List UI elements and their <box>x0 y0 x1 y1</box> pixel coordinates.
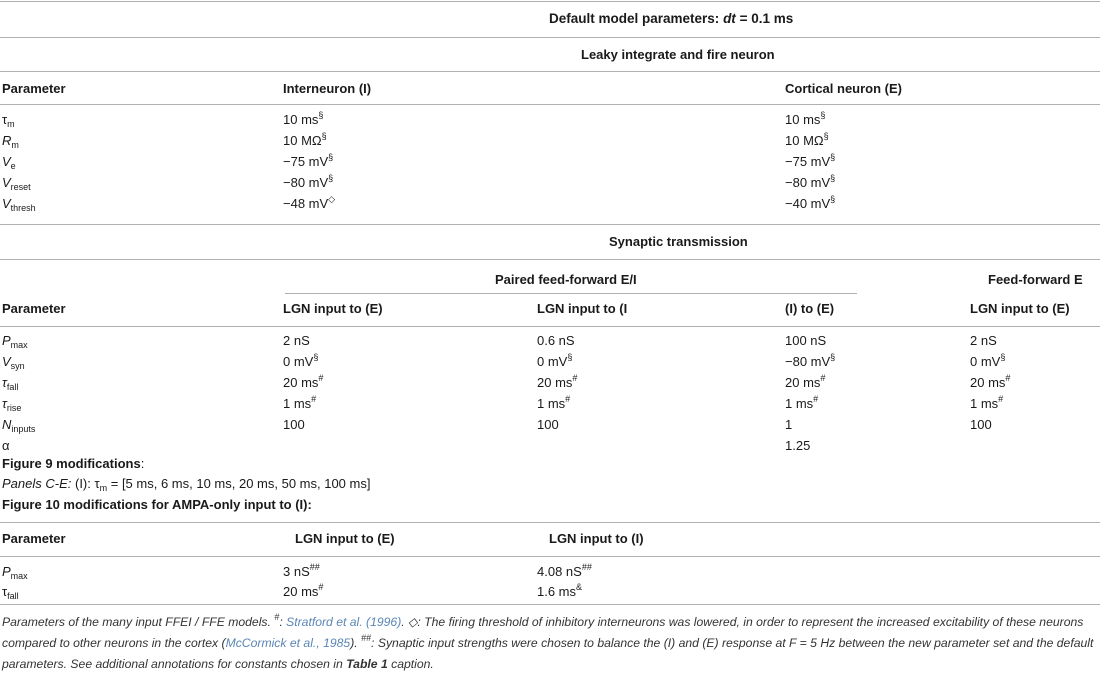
lif-interneuron-cell <box>283 196 335 211</box>
lif-interneuron-cell-value: −48 mV <box>283 196 329 211</box>
symbol-subscript: fall <box>7 591 19 601</box>
syn-col-ffe-lgn-e: LGN input to (E) <box>970 301 1070 316</box>
symbol-subscript: reset <box>10 182 31 192</box>
rule-before-caption <box>0 604 1100 605</box>
fig10-param-symbol <box>2 564 28 579</box>
syn-cell-col2-value: 0.6 nS <box>537 333 575 348</box>
rule-under-fig10-header <box>0 556 1100 557</box>
fig10-lgn-e-cell-footnote-mark: # <box>318 582 324 592</box>
fig10-col-lgn-e: LGN input to (E) <box>295 531 395 546</box>
fig9-heading-text: Figure 9 modifications <box>2 456 141 471</box>
rule-under-syn-heading <box>0 259 1100 260</box>
syn-cell-col3 <box>785 438 810 453</box>
symbol-base: α <box>2 438 10 453</box>
symbol-subscript: max <box>10 571 28 581</box>
fig9-heading-colon: : <box>140 456 145 471</box>
fig10-lgn-e-cell-footnote-mark: ## <box>309 562 320 572</box>
table-caption <box>2 612 1098 675</box>
syn-cell-col3-value: 100 nS <box>785 333 827 348</box>
syn-cell-col2-value: 1 ms <box>537 396 566 411</box>
syn-cell-col1-value: 2 nS <box>283 333 310 348</box>
syn-cell-col4-value: 2 nS <box>970 333 997 348</box>
lif-cortical-cell-footnote-mark: § <box>830 194 836 204</box>
lif-cortical-cell <box>785 196 835 211</box>
syn-cell-col2 <box>537 375 577 390</box>
rule-after-lif <box>0 224 1100 225</box>
syn-cell-col3-footnote-mark: # <box>813 394 819 404</box>
syn-cell-col2-footnote-mark: # <box>572 373 578 383</box>
syn-cell-col4-value: 0 mV <box>970 354 1001 369</box>
fig10-lgn-e-cell-value: 3 nS <box>283 564 310 579</box>
symbol-base: P <box>2 564 11 579</box>
lif-interneuron-cell-footnote-mark: § <box>328 173 334 183</box>
syn-cell-col3 <box>785 375 825 390</box>
symbol-subscript: m <box>11 140 19 150</box>
syn-cell-col2 <box>537 396 570 411</box>
rule-under-syn-header <box>0 326 1100 327</box>
syn-cell-col2 <box>537 333 575 348</box>
table-title <box>549 11 793 26</box>
syn-cell-col2-footnote-mark: § <box>567 352 573 362</box>
fig10-lgn-i-cell-footnote-mark: ## <box>581 562 592 572</box>
rule-under-paired-group <box>285 293 857 294</box>
lif-param-symbol <box>2 112 15 127</box>
rule-under-fig10-heading <box>0 522 1100 523</box>
syn-group-paired: Paired feed-forward E/I <box>495 272 637 287</box>
syn-cell-col1 <box>283 333 310 348</box>
lif-interneuron-cell-footnote-mark: § <box>321 131 327 141</box>
fig9-tau-sub: m <box>99 483 108 493</box>
lif-param-symbol <box>2 175 31 190</box>
syn-cell-col3-value: 1 <box>785 417 793 432</box>
rule-under-title <box>0 37 1100 38</box>
syn-col-parameter: Parameter <box>2 301 66 316</box>
fig10-col-lgn-i: LGN input to (I) <box>549 531 644 546</box>
syn-cell-col3-value: 20 ms <box>785 375 821 390</box>
lif-interneuron-cell <box>283 154 333 169</box>
syn-cell-col1-value: 20 ms <box>283 375 319 390</box>
lif-cortical-cell-footnote-mark: § <box>820 110 826 120</box>
syn-cell-col2 <box>537 354 572 369</box>
syn-cell-col3-value: 1 ms <box>785 396 814 411</box>
caption-mark-1: # <box>274 612 280 622</box>
rule-under-lif-header <box>0 104 1100 105</box>
syn-cell-col1 <box>283 396 316 411</box>
syn-cell-col3-value: −80 mV <box>785 354 831 369</box>
lif-cortical-cell <box>785 154 835 169</box>
fig9-panels-mid: (I): <box>71 476 95 491</box>
title-suffix: = 0.1 ms <box>735 11 794 26</box>
syn-cell-col1 <box>283 354 318 369</box>
syn-cell-col2-value: 100 <box>537 417 559 432</box>
symbol-base: V <box>2 354 11 369</box>
symbol-base: τ <box>2 112 8 127</box>
caption-ref-mccormick[interactable]: McCormick et al., 1985 <box>225 636 351 650</box>
lif-cortical-cell-value: −75 mV <box>785 154 831 169</box>
fig10-lgn-i-cell-footnote-mark: & <box>576 582 583 592</box>
caption-t5: : Synaptic input strengths were chosen to balance the (I) and (E) response at F = 5 Hz between the new parameter set and the default parameters. See additional annotations for constants chosen in <box>2 636 1094 671</box>
fig9-heading <box>2 456 144 471</box>
fig10-col-parameter: Parameter <box>2 531 66 546</box>
lif-cortical-cell-value: −80 mV <box>785 175 831 190</box>
syn-cell-col3 <box>785 333 826 348</box>
syn-cell-col1-value: 0 mV <box>283 354 314 369</box>
lif-cortical-cell-value: −40 mV <box>785 196 831 211</box>
syn-param-symbol <box>2 354 25 369</box>
syn-cell-col4-value: 1 ms <box>970 396 999 411</box>
syn-cell-col4 <box>970 375 1010 390</box>
lif-cortical-cell-value: 10 MΩ <box>785 133 824 148</box>
lif-param-symbol <box>2 133 19 148</box>
syn-cell-col1 <box>283 417 305 432</box>
caption-t6: caption. <box>387 657 434 671</box>
syn-cell-col3-value: 1.25 <box>785 438 811 453</box>
lif-heading: Leaky integrate and fire neuron <box>581 47 775 62</box>
symbol-subscript: m <box>7 119 15 129</box>
symbol-subscript: e <box>10 161 16 171</box>
top-rule <box>0 1 1100 2</box>
syn-group-ffe: Feed-forward E <box>988 272 1083 287</box>
fig10-lgn-e-cell-value: 20 ms <box>283 584 319 599</box>
syn-cell-col4-footnote-mark: # <box>1005 373 1011 383</box>
lif-param-symbol <box>2 154 16 169</box>
caption-ref-stratford[interactable]: Stratford et al. (1996) <box>286 615 402 629</box>
symbol-base: R <box>2 133 12 148</box>
lif-interneuron-cell <box>283 133 327 148</box>
lif-param-symbol <box>2 196 36 211</box>
syn-cell-col1-footnote-mark: # <box>318 373 324 383</box>
lif-interneuron-cell-value: 10 ms <box>283 112 319 127</box>
syn-cell-col4-footnote-mark: § <box>1000 352 1006 362</box>
fig10-lgn-e-cell <box>283 564 320 579</box>
syn-cell-col1 <box>283 375 323 390</box>
syn-cell-col1-footnote-mark: § <box>313 352 319 362</box>
title-prefix: Default model parameters: <box>549 11 724 26</box>
syn-heading: Synaptic transmission <box>609 234 748 249</box>
rule-under-lif-heading <box>0 71 1100 72</box>
symbol-subscript: fall <box>6 382 19 392</box>
fig10-lgn-i-cell <box>537 584 582 599</box>
syn-cell-col3-footnote-mark: § <box>830 352 836 362</box>
caption-t2: : <box>279 615 287 629</box>
symbol-subscript: syn <box>10 361 25 371</box>
symbol-base: τ <box>2 396 7 411</box>
syn-cell-col3 <box>785 354 835 369</box>
caption-t1: Parameters of the many input FFEI / FFE models. <box>2 615 275 629</box>
lif-cortical-cell-value: 10 ms <box>785 112 821 127</box>
syn-cell-col3-footnote-mark: # <box>820 373 826 383</box>
syn-cell-col1-value: 1 ms <box>283 396 312 411</box>
syn-cell-col2-footnote-mark: # <box>565 394 571 404</box>
syn-param-symbol <box>2 333 28 348</box>
lif-interneuron-cell <box>283 175 333 190</box>
symbol-base: τ <box>2 584 8 599</box>
syn-cell-col2-value: 0 mV <box>537 354 568 369</box>
symbol-base: V <box>2 196 11 211</box>
syn-cell-col1-footnote-mark: # <box>311 394 317 404</box>
lif-col-parameter: Parameter <box>2 81 66 96</box>
fig9-panels-values: = [5 ms, 6 ms, 10 ms, 20 ms, 50 ms, 100 ms] <box>107 476 371 491</box>
fig10-lgn-i-cell <box>537 564 592 579</box>
symbol-subscript: max <box>10 340 28 350</box>
caption-t3: . ◇: The firing threshold of inhibitory interneurons was lowered, in order to represent the increased excitability of these neurons compared to other neurons in the cortex ( <box>2 615 1084 650</box>
lif-cortical-cell-footnote-mark: § <box>823 131 829 141</box>
syn-cell-col4 <box>970 417 992 432</box>
syn-cell-col1-value: 100 <box>283 417 305 432</box>
syn-cell-col2 <box>537 417 559 432</box>
syn-cell-col4 <box>970 333 997 348</box>
fig10-heading: Figure 10 modifications for AMPA-only input to (I): <box>2 497 312 512</box>
caption-t4: ). <box>350 636 362 650</box>
syn-cell-col4 <box>970 354 1005 369</box>
lif-interneuron-cell-value: 10 MΩ <box>283 133 322 148</box>
symbol-base: V <box>2 154 11 169</box>
syn-param-symbol <box>2 438 10 453</box>
symbol-subscript: inputs <box>11 424 36 434</box>
syn-cell-col4-value: 100 <box>970 417 992 432</box>
lif-cortical-cell-footnote-mark: § <box>830 152 836 162</box>
fig9-panels-line <box>2 476 370 491</box>
syn-col-lgn-e: LGN input to (E) <box>283 301 383 316</box>
caption-mark-2: ## <box>361 633 372 643</box>
syn-cell-col3 <box>785 417 792 432</box>
syn-cell-col4 <box>970 396 1003 411</box>
fig10-param-symbol <box>2 584 19 599</box>
symbol-base: P <box>2 333 11 348</box>
fig9-tau: τ <box>94 476 100 491</box>
lif-col-cortical: Cortical neuron (E) <box>785 81 903 96</box>
lif-interneuron-cell-footnote-mark: § <box>318 110 324 120</box>
symbol-subscript: thresh <box>10 203 36 213</box>
fig10-lgn-i-cell-value: 1.6 ms <box>537 584 577 599</box>
symbol-subscript: rise <box>6 403 22 413</box>
syn-cell-col2-value: 20 ms <box>537 375 573 390</box>
lif-interneuron-cell <box>283 112 323 127</box>
fig10-lgn-i-cell-value: 4.08 nS <box>537 564 582 579</box>
syn-param-symbol <box>2 396 21 411</box>
lif-interneuron-cell-value: −75 mV <box>283 154 329 169</box>
fig10-lgn-e-cell <box>283 584 323 599</box>
title-dt: dt <box>723 11 736 26</box>
symbol-base: N <box>2 417 12 432</box>
lif-cortical-cell-footnote-mark: § <box>830 173 836 183</box>
syn-col-lgn-i: LGN input to (I <box>537 301 628 316</box>
syn-cell-col4-value: 20 ms <box>970 375 1006 390</box>
lif-interneuron-cell-value: −80 mV <box>283 175 329 190</box>
lif-cortical-cell <box>785 133 829 148</box>
syn-cell-col3 <box>785 396 818 411</box>
fig9-panels-label: Panels C-E: <box>2 476 72 491</box>
syn-col-i-to-e: (I) to (E) <box>785 301 835 316</box>
lif-col-interneuron: Interneuron (I) <box>283 81 372 96</box>
syn-param-symbol <box>2 375 18 390</box>
lif-cortical-cell <box>785 112 825 127</box>
symbol-base: V <box>2 175 11 190</box>
syn-cell-col4-footnote-mark: # <box>998 394 1004 404</box>
lif-interneuron-cell-footnote-mark: ◇ <box>328 194 336 204</box>
lif-interneuron-cell-footnote-mark: § <box>328 152 334 162</box>
caption-table-ref[interactable]: Table 1 <box>346 657 388 671</box>
lif-cortical-cell <box>785 175 835 190</box>
symbol-base: τ <box>2 375 7 390</box>
syn-param-symbol <box>2 417 35 432</box>
